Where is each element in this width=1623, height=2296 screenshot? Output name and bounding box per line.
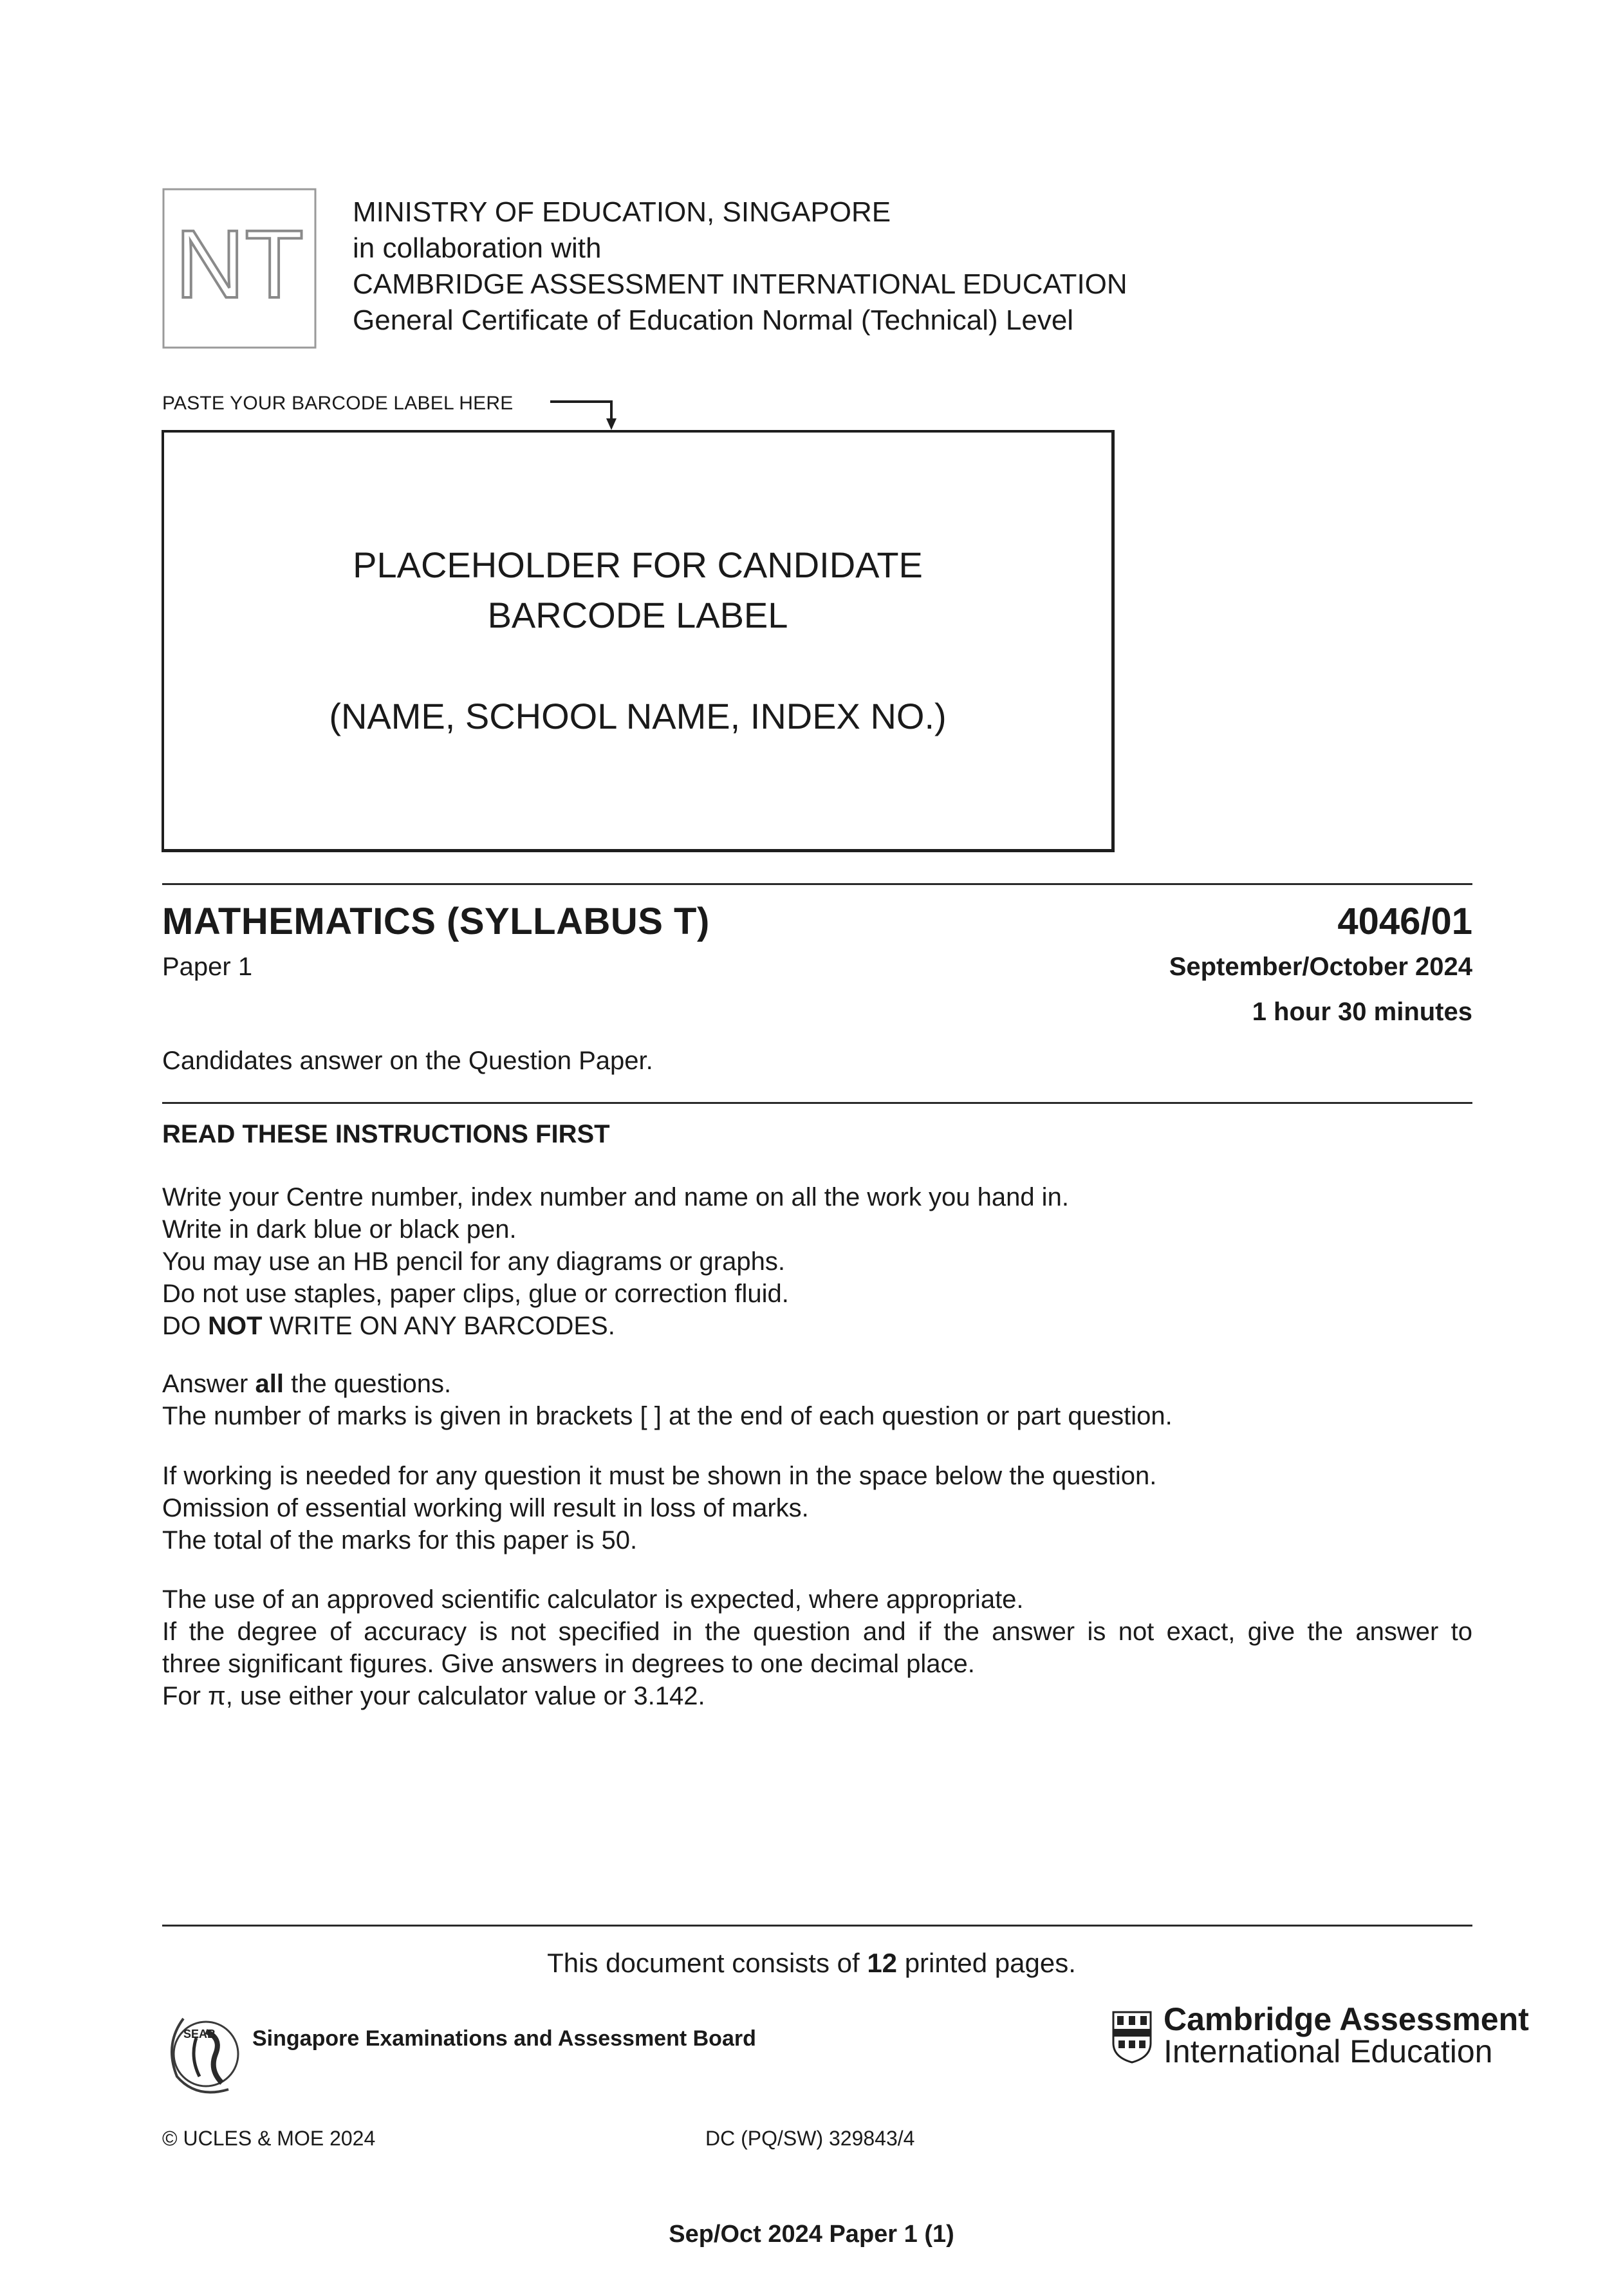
paste-barcode-label: PASTE YOUR BARCODE LABEL HERE — [162, 393, 514, 414]
header-ministry: MINISTRY OF EDUCATION, SINGAPORE — [353, 196, 891, 228]
arrow-down-icon — [550, 395, 627, 434]
instruction-line: The use of an approved scientific calculator is expected, where appropriate. — [162, 1585, 1024, 1614]
exam-duration: 1 hour 30 minutes — [1252, 998, 1472, 1026]
document-reference: DC (PQ/SW) 329843/4 — [705, 2127, 915, 2150]
instruction-line: The number of marks is given in brackets [ ] at the end of each question or part question. — [162, 1402, 1173, 1430]
cambridge-line1: Cambridge Assessment — [1164, 2001, 1529, 2037]
instruction-line: Write your Centre number, index number and name on all the work you hand in. — [162, 1183, 1069, 1211]
instruction-line: Write in dark blue or black pen. — [162, 1215, 517, 1244]
barcode-placeholder-box — [162, 430, 1115, 852]
paper-number: Paper 1 — [162, 953, 253, 981]
divider — [162, 1102, 1472, 1104]
nt-logo-text: NT — [175, 210, 304, 318]
instruction-line: three significant figures. Give answers in degrees to one decimal place. — [162, 1650, 975, 1678]
barcode-placeholder-line2: BARCODE LABEL — [487, 595, 788, 635]
instruction-line: Omission of essential working will result in loss of marks. — [162, 1494, 809, 1522]
cambridge-wordmark — [1164, 2003, 1529, 2067]
barcode-placeholder-line3: (NAME, SCHOOL NAME, INDEX NO.) — [329, 696, 947, 736]
divider — [162, 1925, 1472, 1927]
instruction-line: You may use an HB pencil for any diagrams or graphs. — [162, 1247, 785, 1276]
instruction-line: Answer all the questions. — [162, 1370, 452, 1398]
header-level: General Certificate of Education Normal (Technical) Level — [353, 304, 1074, 336]
instructions-paragraph — [162, 1368, 1472, 1432]
instruction-line: If the degree of accuracy is not specified in the question and if the answer is not exact, give the answer to — [162, 1618, 1472, 1646]
cambridge-line2: International Education — [1164, 2033, 1493, 2069]
answer-note: Candidates answer on the Question Paper. — [162, 1047, 653, 1075]
page-count-note: This document consists of 12 printed pages. — [547, 1948, 1076, 1978]
copyright: © UCLES & MOE 2024 — [162, 2127, 376, 2150]
page-reference: Sep/Oct 2024 Paper 1 (1) — [669, 2221, 954, 2248]
seab-logo-text: SEAB — [183, 2028, 216, 2040]
barcode-placeholder-line1: PLACEHOLDER FOR CANDIDATE — [353, 545, 923, 585]
instructions-heading: READ THESE INSTRUCTIONS FIRST — [162, 1120, 610, 1148]
subject-title: MATHEMATICS (SYLLABUS T) — [162, 901, 710, 942]
divider — [162, 883, 1472, 885]
instruction-line: If working is needed for any question it must be shown in the space below the question. — [162, 1462, 1157, 1490]
instructions-paragraph — [162, 1583, 1472, 1712]
instruction-line: Do not use staples, paper clips, glue or correction fluid. — [162, 1280, 789, 1308]
instruction-line: For π, use either your calculator value or 3.142. — [162, 1682, 705, 1710]
seab-name: Singapore Examinations and Assessment Board — [252, 2026, 756, 2051]
instructions-paragraph — [162, 1181, 1472, 1342]
instruction-line: The total of the marks for this paper is 50. — [162, 1526, 638, 1554]
seab-logo — [158, 1993, 254, 2102]
exam-session: September/October 2024 — [1169, 953, 1472, 981]
cambridge-crest-icon — [1112, 2011, 1152, 2064]
nt-logo — [162, 188, 317, 349]
instruction-line: DO NOT WRITE ON ANY BARCODES. — [162, 1312, 615, 1340]
header-cambridge: CAMBRIDGE ASSESSMENT INTERNATIONAL EDUCATION — [353, 268, 1127, 300]
header-block — [353, 194, 1127, 339]
syllabus-code: 4046/01 — [1337, 901, 1472, 942]
instructions-paragraph — [162, 1460, 1472, 1556]
header-collab: in collaboration with — [353, 232, 602, 264]
